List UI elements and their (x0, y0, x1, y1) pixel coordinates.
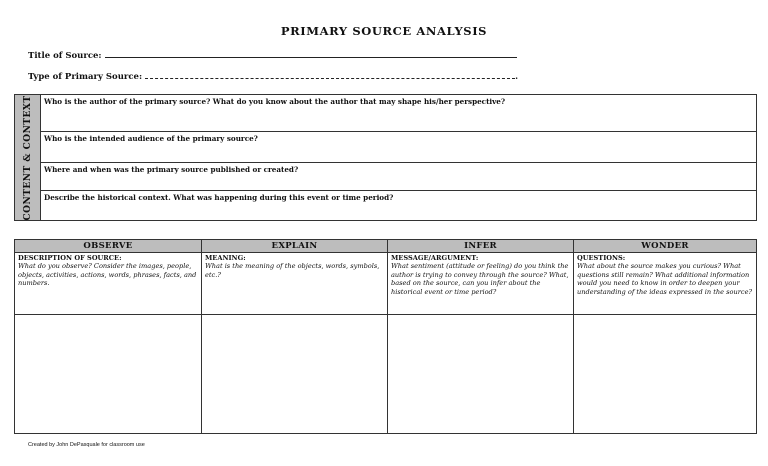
type-of-source-label: Type of Primary Source: (28, 72, 143, 82)
observe-answer-area[interactable] (15, 315, 201, 433)
content-context-label-cell (15, 95, 41, 220)
column-description (15, 253, 201, 315)
column-subheading: DESCRIPTION OF SOURCE: (18, 254, 122, 262)
wonder-answer-area[interactable] (574, 315, 756, 433)
column-subheading: MESSAGE/ARGUMENT: (391, 254, 479, 262)
infer-answer-area[interactable] (388, 315, 573, 433)
column-description (388, 253, 573, 315)
column-subheading: QUESTIONS: (577, 254, 626, 262)
type-of-source-field: Type of Primary Source: . (28, 72, 519, 82)
wonder-column (573, 240, 756, 433)
observe-column (15, 240, 201, 433)
column-prompt: What do you observe? Consider the images, people, objects, activities, actions, words, phrases, facts, and numbers. (18, 262, 197, 288)
context-row-historical[interactable] (41, 190, 756, 220)
context-row-published[interactable] (41, 162, 756, 190)
context-row-audience[interactable] (41, 131, 756, 162)
column-subheading: MEANING: (205, 254, 246, 262)
context-row-label: Who is the intended audience of the primary source? (44, 134, 258, 143)
explain-column (201, 240, 387, 433)
title-of-source-blank[interactable] (105, 50, 517, 58)
column-header: INFER (388, 240, 573, 253)
context-row-author[interactable] (41, 95, 756, 131)
analysis-table (14, 239, 757, 434)
content-context-label: CONTENT & CONTEXT (22, 94, 33, 221)
title-of-source-label: Title of Source: (28, 51, 102, 61)
column-header: OBSERVE (15, 240, 201, 253)
explain-answer-area[interactable] (202, 315, 387, 433)
column-description (202, 253, 387, 315)
infer-column (387, 240, 573, 433)
type-of-source-blank[interactable] (145, 71, 515, 79)
context-row-label: Who is the author of the primary source? What do you know about the author that may shape his/her perspective? (44, 97, 506, 106)
context-row-label: Where and when was the primary source published or created? (44, 165, 299, 174)
column-header: WONDER (574, 240, 756, 253)
column-prompt: What is the meaning of the objects, words, symbols, etc.? (205, 262, 380, 279)
title-of-source-field (28, 50, 517, 61)
column-description (574, 253, 756, 315)
content-context-table (14, 94, 757, 221)
column-header: EXPLAIN (202, 240, 387, 253)
page-title: PRIMARY SOURCE ANALYSIS (280, 24, 488, 38)
column-prompt: What about the source makes you curious? What questions still remain? What additional information would you need to know in order to deepen your understanding of the ideas expressed in the source? (577, 262, 753, 296)
credit-text: Created by John DePasquale for classroom use (28, 442, 145, 448)
context-row-label: Describe the historical context. What was happening during this event or time period? (44, 193, 394, 202)
column-prompt: What sentiment (attitude or feeling) do you think the author is trying to convey through the source? What, based on the source, can you infer about the historical event or time period? (391, 262, 569, 296)
